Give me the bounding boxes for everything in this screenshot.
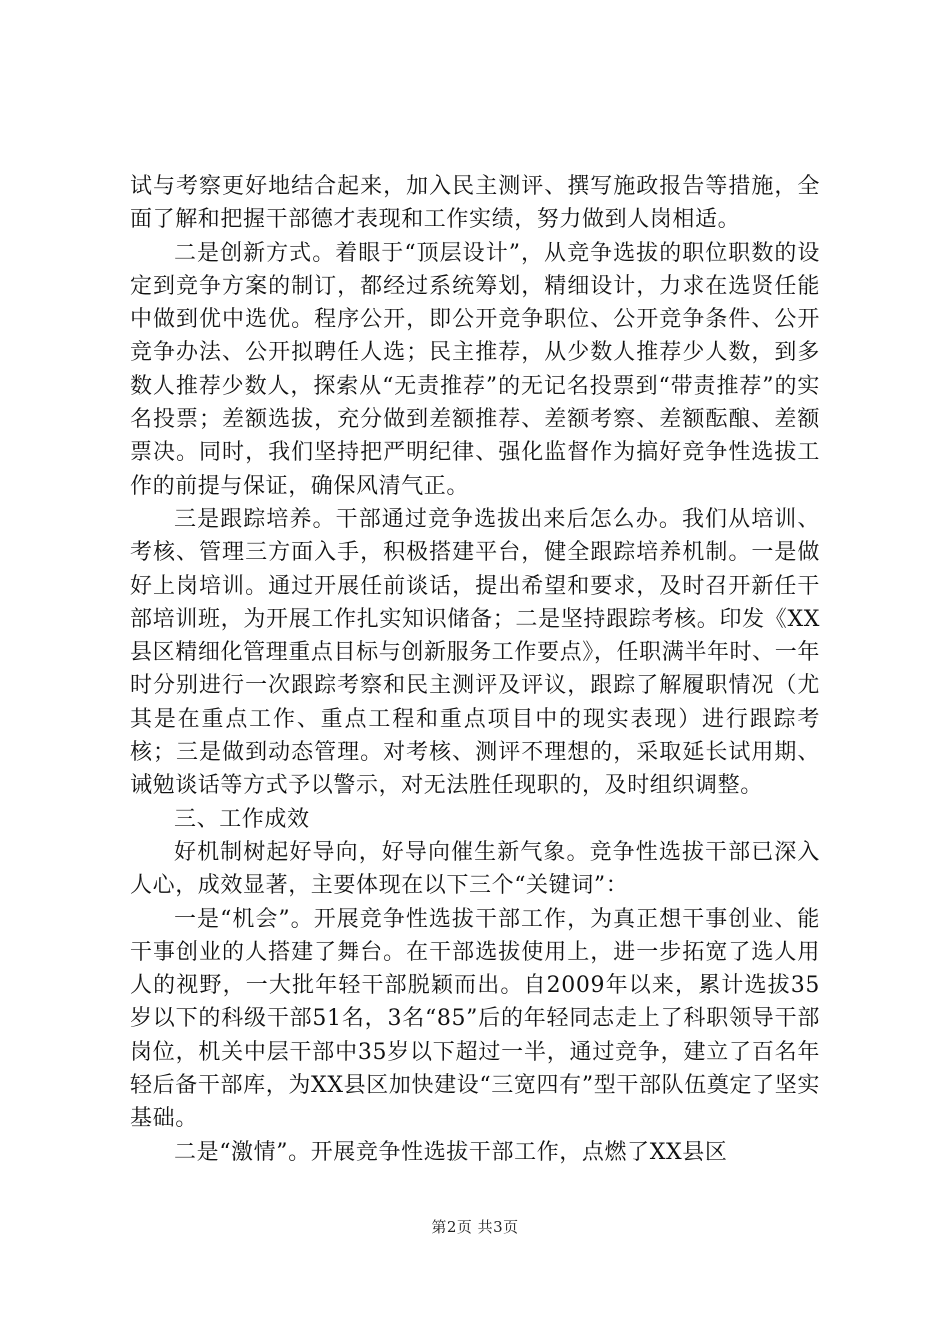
paragraph-continuation: 试与考察更好地结合起来，加入民主测评、撰写施政报告等措施，全面了解和把握干部德才表现和工作实绩，努力做到人岗相适。 (130, 174, 820, 233)
section-heading-results: 三、工作成效 (174, 806, 310, 832)
paragraph-opportunity: 一是“机会”。开展竞争性选拔干部工作，为真正想干事创业、能干事创业的人搭建了舞台。在干部选拔使用上，进一步拓宽了选人用人的视野，一大批年轻干部脱颖而出。自2009年以来，累计选拔35岁以下的科级干部51名，3名“85”后的年轻同志走上了科职领导干部岗位，机关中层干部中35岁以下超过一半，通过竞争，建立了百名年轻后备干部库，为XX县区加快建设“三宽四有”型干部队伍奠定了坚实基础。 (130, 906, 820, 1132)
paragraph-results-intro: 好机制树起好导向，好导向催生新气象。竞争性选拔干部已深入人心，成效显著，主要体现在以下三个“关键词”： (130, 839, 820, 899)
paragraph-innovation-method: 二是创新方式。着眼于“顶层设计”，从竞争选拔的职位职数的设定到竞争方案的制订，都经过系统筹划，精细设计，力求在选贤任能中做到优中选优。程序公开，即公开竞争职位、公开竞争条件、公开竞争办法、公开拟聘任人选；民主推荐，从少数人推荐少人数，到多数人推荐少数人，探索从“无责推荐”的无记名投票到“带责推荐”的实名投票；差额选拔，充分做到差额推荐、差额考察、差额酝酿、差额票决。同时，我们坚持把严明纪律、强化监督作为搞好竞争性选拔工作的前提与保证，确保风清气正。 (130, 240, 820, 499)
paragraph-tracking-training: 三是跟踪培养。干部通过竞争选拔出来后怎么办。我们从培训、考核、管理三方面入手，积极搭建平台，健全跟踪培养机制。一是做好上岗培训。通过开展任前谈话，提出希望和要求，及时召开新任干部培训班，为开展工作扎实知识储备；二是坚持跟踪考核。印发《XX县区精细化管理重点目标与创新服务工作要点》，任职满半年时、一年时分别进行一次跟踪考察和民主测评及评议，跟踪了解履职情况（尤其是在重点工作、重点工程和重点项目中的现实表现）进行跟踪考核；三是做到动态管理。对考核、测评不理想的，采取延长试用期、诫勉谈话等方式予以警示，对无法胜任现职的，及时组织调整。 (130, 506, 820, 799)
paragraph-passion: 二是“激情”。开展竞争性选拔干部工作，点燃了XX县区 (174, 1139, 728, 1165)
page-number-footer: 第2页 共3页 (431, 1218, 519, 1236)
document-body (130, 170, 820, 1169)
